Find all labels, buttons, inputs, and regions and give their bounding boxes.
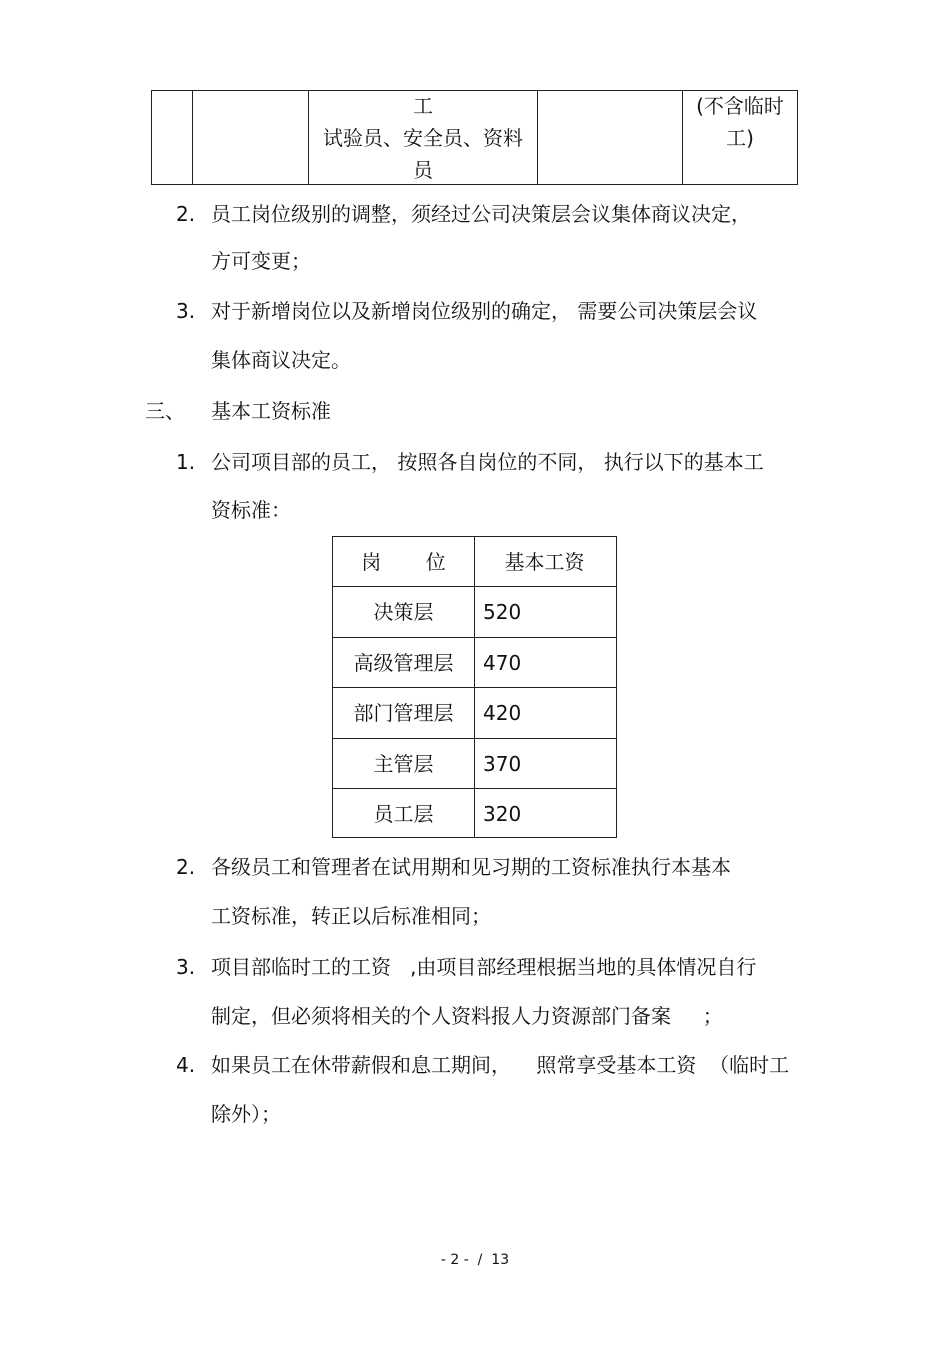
list-item-text: 工资标准，转正以后标准相同； (211, 904, 491, 928)
section-number: 三、 (145, 399, 185, 423)
table-header-row (333, 537, 616, 587)
row-salary: 470 (483, 651, 522, 675)
row-position: 部门管理层 (353, 701, 454, 725)
continuation-table (151, 90, 798, 185)
cell-line: (不含临时 (696, 94, 784, 118)
list-number: 3. (176, 299, 196, 323)
section-title: 基本工资标准 (211, 399, 331, 423)
table-row (333, 789, 616, 839)
cell-line: 试验员、安全员、资料 (323, 126, 523, 150)
row-position: 决策层 (373, 600, 434, 624)
list-item-text: 方可变更； (211, 249, 311, 273)
cell-line: 工 (413, 94, 433, 118)
list-item-text: 员工岗位级别的调整，须经过公司决策层会议集体商议决定， (211, 202, 751, 226)
list-number: 3. (176, 955, 196, 979)
list-item-text: 项目部临时工的工资 ,由项目部经理根据当地的具体情况自行 (211, 955, 757, 979)
list-item-text: 制定，但必须将相关的个人资料报人力资源部门备案 ； (211, 1004, 723, 1028)
cell-line: 员 (413, 158, 433, 182)
table-divider (192, 91, 193, 184)
list-number: 1. (176, 450, 196, 474)
list-number: 2. (176, 855, 196, 879)
row-salary: 370 (483, 752, 522, 776)
list-item-text: 如果员工在休带薪假和息工期间， 照常享受基本工资 （临时工 (211, 1053, 790, 1077)
header-position: 岗 位 (361, 550, 446, 574)
list-item-text: 集体商议决定。 (211, 348, 351, 372)
row-position: 高级管理层 (353, 651, 454, 675)
table-row (333, 688, 616, 738)
table-divider (537, 91, 538, 184)
list-item-text: 各级员工和管理者在试用期和见习期的工资标准执行本基本 (211, 855, 731, 879)
row-salary: 320 (483, 802, 522, 826)
list-item-text: 公司项目部的员工， 按照各自岗位的不同， 执行以下的基本工 (211, 450, 764, 474)
table-row (333, 638, 616, 688)
list-number: 4. (176, 1053, 196, 1077)
row-position: 主管层 (373, 752, 434, 776)
list-item-text: 除外）； (211, 1102, 281, 1126)
row-salary: 520 (483, 600, 522, 624)
note-cell (683, 90, 797, 154)
position-cell (309, 90, 537, 186)
row-position: 员工层 (373, 802, 434, 826)
page-number: - 2 - / 13 (440, 1252, 510, 1268)
list-item-text: 对于新增岗位以及新增岗位级别的确定， 需要公司决策层会议 (211, 299, 758, 323)
table-row (333, 587, 616, 637)
cell-line: 工) (726, 126, 754, 150)
salary-table (332, 536, 617, 838)
row-salary: 420 (483, 701, 522, 725)
header-salary: 基本工资 (504, 550, 585, 574)
table-row (333, 739, 616, 789)
list-number: 2. (176, 202, 196, 226)
list-item-text: 资标准： (211, 498, 291, 522)
